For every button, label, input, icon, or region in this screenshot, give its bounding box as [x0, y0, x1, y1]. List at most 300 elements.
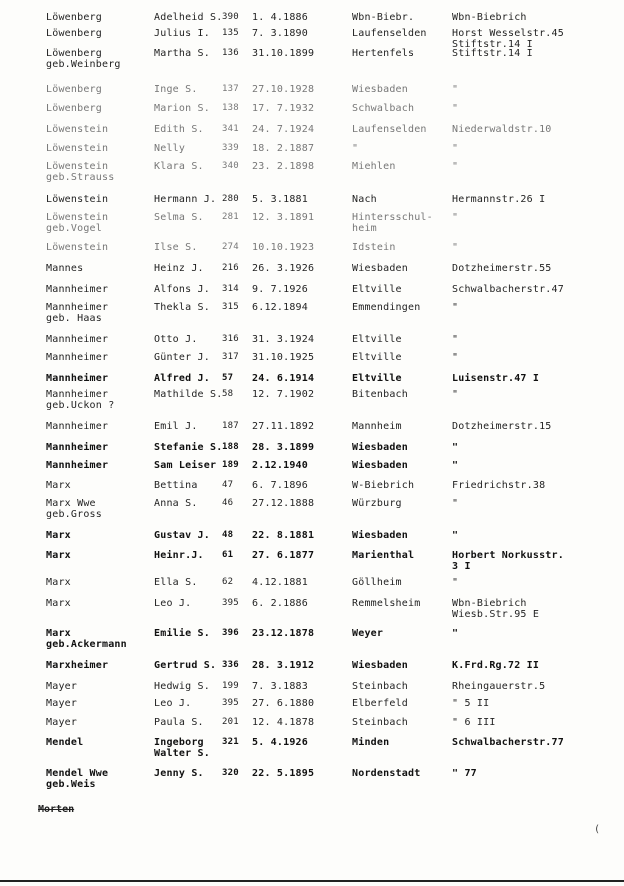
birth-date-cell-line: 23. 2.1898 — [252, 161, 315, 172]
birth-date-cell — [252, 284, 352, 295]
first-name-cell-line: Leo J. — [154, 598, 192, 609]
first-name-cell — [154, 373, 220, 384]
surname-cell — [46, 530, 154, 541]
first-name-cell-line: Heinr.J. — [154, 550, 204, 561]
address-cell — [452, 768, 624, 779]
first-name-cell-line: Ilse S. — [154, 242, 198, 253]
birth-place-cell-line: Remmelsheim — [352, 598, 421, 609]
birth-date-cell-line: 22. 5.1895 — [252, 768, 315, 779]
first-name-cell — [154, 460, 220, 471]
birth-place-cell — [352, 480, 452, 491]
surname-cell — [46, 373, 154, 384]
address-cell — [452, 103, 624, 114]
birth-date-cell-line: 18. 2.1887 — [252, 143, 315, 154]
number-cell — [222, 498, 250, 509]
address-cell-line: " — [452, 103, 459, 114]
birth-place-cell-line: Wiesbaden — [352, 442, 408, 453]
number-cell-line: 395 — [222, 698, 239, 708]
surname-cell-line: Mendel Wwe — [46, 768, 109, 779]
first-name-cell — [154, 550, 220, 561]
address-cell-line: " — [452, 334, 459, 345]
birth-date-cell-line: 10.10.1923 — [252, 242, 315, 253]
first-name-cell-line: Thekla S. — [154, 302, 210, 313]
number-cell-line: 48 — [222, 530, 234, 540]
surname-cell — [46, 460, 154, 471]
surname-cell-line: Marx — [46, 598, 71, 609]
birth-place-cell — [352, 103, 452, 114]
birth-date-cell-line: 1. 4.1886 — [252, 12, 308, 23]
address-cell-line: K.Frd.Rg.72 II — [452, 660, 540, 671]
birth-date-cell-line: 27.10.1928 — [252, 84, 315, 95]
birth-place-cell-line: " — [352, 143, 359, 154]
birth-date-cell-line: 22. 8.1881 — [252, 530, 315, 541]
birth-place-cell — [352, 124, 452, 135]
page-mark: ( — [594, 824, 601, 835]
first-name-cell-line-2: Walter S. — [154, 748, 210, 759]
birth-date-cell-line: 12. 7.1902 — [252, 389, 315, 400]
birth-place-cell — [352, 577, 452, 588]
surname-cell-line-2: geb.Ackermann — [46, 639, 127, 650]
number-cell-line: 315 — [222, 302, 239, 312]
surname-cell — [46, 480, 154, 491]
birth-place-cell-line: Wiesbaden — [352, 263, 408, 274]
birth-place-cell — [352, 530, 452, 541]
number-cell-line: 47 — [222, 480, 234, 490]
surname-cell — [46, 263, 154, 274]
table-row — [0, 498, 624, 528]
first-name-cell — [154, 577, 220, 588]
first-name-cell-line: Hedwig S. — [154, 681, 210, 692]
birth-date-cell — [252, 84, 352, 95]
number-cell — [222, 12, 250, 23]
surname-cell-line: Mannheimer — [46, 421, 109, 432]
birth-place-cell — [352, 48, 452, 59]
first-name-cell — [154, 698, 220, 709]
birth-place-cell — [352, 628, 452, 639]
birth-place-cell-line: Hertenfels — [352, 48, 415, 59]
surname-cell-line-2: geb.Weis — [46, 779, 96, 790]
surname-cell-line: Marx Wwe — [46, 498, 96, 509]
surname-cell-line: Mannes — [46, 263, 84, 274]
first-name-cell-line: Martha S. — [154, 48, 210, 59]
surname-cell-line: Marx — [46, 577, 71, 588]
number-cell-line: 321 — [222, 737, 239, 747]
birth-date-cell-line: 24. 6.1914 — [252, 373, 315, 384]
birth-place-cell-line: Wiesbaden — [352, 84, 408, 95]
address-cell-line: " — [452, 389, 459, 400]
address-cell — [452, 12, 624, 23]
table-row — [0, 628, 624, 658]
number-cell-line: 187 — [222, 421, 239, 431]
birth-place-cell-line: W-Biebrich — [352, 480, 415, 491]
birth-date-cell-line: 24. 7.1924 — [252, 124, 315, 135]
address-cell-line: Niederwaldstr.10 — [452, 124, 552, 135]
surname-cell — [46, 352, 154, 363]
first-name-cell-line: Mathilde S. — [154, 389, 223, 400]
address-cell — [452, 194, 624, 205]
birth-date-cell-line: 7. 3.1883 — [252, 681, 308, 692]
first-name-cell — [154, 598, 220, 609]
first-name-cell-line: Klara S. — [154, 161, 204, 172]
number-cell — [222, 242, 250, 253]
birth-date-cell — [252, 334, 352, 345]
number-cell-line: 58 — [222, 389, 234, 399]
address-cell — [452, 334, 624, 345]
number-cell — [222, 421, 250, 432]
surname-cell-line: Marx — [46, 480, 71, 491]
first-name-cell — [154, 352, 220, 363]
address-cell — [452, 628, 624, 639]
address-cell — [452, 550, 624, 572]
surname-cell — [46, 212, 154, 234]
birth-place-cell — [352, 460, 452, 471]
birth-place-cell-line-2: heim — [352, 223, 377, 234]
address-cell-line: Schwalbacherstr.47 — [452, 284, 564, 295]
address-cell-line: Horst Wesselstr.45 — [452, 28, 564, 39]
table-row — [0, 48, 624, 78]
number-cell-line: 395 — [222, 598, 239, 608]
birth-date-cell — [252, 212, 352, 223]
surname-cell-line-2: geb.Vogel — [46, 223, 102, 234]
first-name-cell-line: Bettina — [154, 480, 198, 491]
birth-date-cell-line: 6. 7.1896 — [252, 480, 308, 491]
address-cell-line: " — [452, 460, 459, 471]
surname-cell — [46, 48, 154, 70]
surname-cell — [46, 84, 154, 95]
number-cell — [222, 598, 250, 609]
address-cell-line: Schwalbacherstr.77 — [452, 737, 564, 748]
birth-place-cell-line: Elberfeld — [352, 698, 408, 709]
address-cell — [452, 421, 624, 432]
birth-place-cell — [352, 212, 452, 234]
address-cell-line: " 5 II — [452, 698, 490, 709]
address-cell-line: " — [452, 628, 459, 639]
first-name-cell-line: Nelly — [154, 143, 186, 154]
birth-place-cell-line: Idstein — [352, 242, 396, 253]
birth-date-cell — [252, 242, 352, 253]
birth-date-cell — [252, 660, 352, 671]
birth-date-cell — [252, 12, 352, 23]
first-name-cell — [154, 628, 220, 639]
first-name-cell — [154, 389, 223, 400]
birth-place-cell-line: Eltville — [352, 352, 402, 363]
surname-cell — [46, 143, 154, 154]
surname-cell-line: Löwenstein — [46, 124, 109, 135]
surname-cell-line: Mannheimer — [46, 442, 109, 453]
table-row — [0, 302, 624, 332]
address-cell — [452, 530, 624, 541]
surname-cell-line-2: geb. Haas — [46, 313, 102, 324]
surname-cell-line: Löwenstein — [46, 212, 109, 223]
birth-date-cell — [252, 698, 352, 709]
first-name-cell-line: Inge S. — [154, 84, 198, 95]
first-name-cell — [154, 768, 220, 779]
address-cell-line: Dotzheimerstr.15 — [452, 421, 552, 432]
birth-place-cell — [352, 768, 452, 779]
birth-place-cell — [352, 389, 452, 400]
address-cell — [452, 212, 624, 223]
surname-cell-line-2: geb.Uckon ? — [46, 400, 115, 411]
number-cell-line: 280 — [222, 194, 239, 204]
first-name-cell-line: Gertrud S. — [154, 660, 217, 671]
surname-cell — [46, 284, 154, 295]
number-cell-line: 62 — [222, 577, 234, 587]
address-cell-line: " — [452, 530, 459, 541]
first-name-cell — [154, 103, 220, 114]
first-name-cell — [154, 530, 220, 541]
first-name-cell — [154, 84, 220, 95]
address-cell — [452, 143, 624, 154]
number-cell-line: 199 — [222, 681, 239, 691]
address-cell — [452, 352, 624, 363]
number-cell-line: 201 — [222, 717, 239, 727]
address-cell-line: Horbert Norkusstr. — [452, 550, 564, 561]
first-name-cell-line: Sam Leiser — [154, 460, 217, 471]
number-cell-line: 340 — [222, 161, 239, 171]
surname-cell-line: Löwenstein — [46, 161, 109, 172]
birth-place-cell — [352, 28, 452, 39]
birth-date-cell-line: 6.12.1894 — [252, 302, 308, 313]
surname-cell — [46, 698, 154, 709]
birth-date-cell — [252, 598, 352, 609]
birth-place-cell — [352, 143, 452, 154]
surname-cell-line: Löwenstein — [46, 143, 109, 154]
first-name-cell — [154, 302, 220, 313]
address-cell — [452, 302, 624, 313]
first-name-cell — [154, 212, 220, 223]
surname-cell-line-2: geb.Weinberg — [46, 59, 121, 70]
birth-date-cell — [252, 550, 352, 561]
birth-date-cell — [252, 421, 352, 432]
birth-date-cell — [252, 103, 352, 114]
address-cell-line: " — [452, 143, 459, 154]
birth-place-cell-line: Würzburg — [352, 498, 402, 509]
number-cell — [222, 194, 250, 205]
first-name-cell-line: Heinz J. — [154, 263, 204, 274]
surname-cell — [46, 28, 154, 39]
first-name-cell-line: Alfons J. — [154, 284, 210, 295]
table-row — [0, 768, 624, 798]
address-cell — [452, 48, 624, 59]
birth-date-cell-line: 2.12.1940 — [252, 460, 308, 471]
address-cell-line: " — [452, 212, 459, 223]
birth-place-cell-line: Emmendingen — [352, 302, 421, 313]
table-row — [0, 598, 624, 628]
first-name-cell-line: Ingeborg — [154, 737, 204, 748]
first-name-cell — [154, 161, 220, 172]
first-name-cell-line: Emilie S. — [154, 628, 210, 639]
birth-place-cell-line: Steinbach — [352, 717, 408, 728]
surname-cell-line: Mannheimer — [46, 352, 109, 363]
address-cell-line-2: 3 I — [452, 561, 471, 572]
surname-cell — [46, 124, 154, 135]
number-cell — [222, 352, 250, 363]
surname-cell-line: Löwenberg — [46, 48, 102, 59]
number-cell-line: 336 — [222, 660, 239, 670]
address-cell-line: " 77 — [452, 768, 477, 779]
first-name-cell-line: Julius I. — [154, 28, 210, 39]
birth-date-cell — [252, 737, 352, 748]
surname-cell-line: Löwenstein — [46, 242, 109, 253]
surname-cell-line-2: geb.Strauss — [46, 172, 115, 183]
first-name-cell-line: Selma S. — [154, 212, 204, 223]
surname-cell — [46, 550, 154, 561]
number-cell — [222, 212, 250, 223]
birth-place-cell-line: Eltville — [352, 373, 402, 384]
address-cell — [452, 263, 624, 274]
birth-date-cell — [252, 161, 352, 172]
birth-place-cell-line: Wiesbaden — [352, 530, 408, 541]
address-cell — [452, 28, 624, 50]
first-name-cell-line: Alfred J. — [154, 373, 210, 384]
surname-cell-line: Löwenstein — [46, 194, 109, 205]
number-cell-line: 274 — [222, 242, 239, 252]
surname-cell-line: Mannheimer — [46, 373, 109, 384]
surname-cell — [46, 577, 154, 588]
birth-place-cell-line: Nordenstadt — [352, 768, 421, 779]
first-name-cell — [154, 28, 220, 39]
number-cell-line: 320 — [222, 768, 239, 778]
first-name-cell — [154, 263, 220, 274]
birth-place-cell — [352, 12, 452, 23]
address-cell — [452, 284, 624, 295]
first-name-cell-line: Jenny S. — [154, 768, 204, 779]
birth-date-cell-line: 12. 3.1891 — [252, 212, 315, 223]
birth-date-cell-line: 31.10.1925 — [252, 352, 315, 363]
surname-cell — [46, 498, 154, 520]
address-cell — [452, 660, 624, 671]
birth-date-cell-line: 27. 6.1880 — [252, 698, 315, 709]
surname-cell — [46, 660, 154, 671]
birth-date-cell-line: 5. 4.1926 — [252, 737, 308, 748]
surname-cell-line-2: geb.Gross — [46, 509, 102, 520]
birth-place-cell — [352, 598, 452, 609]
address-cell-line: Wbn-Biebrich — [452, 598, 527, 609]
first-name-cell — [154, 421, 220, 432]
first-name-cell-line: Ella S. — [154, 577, 198, 588]
address-cell-line-2: Stiftstr.14 I — [452, 39, 533, 50]
number-cell-line: 281 — [222, 212, 239, 222]
first-name-cell-line: Günter J. — [154, 352, 210, 363]
birth-date-cell-line: 27. 6.1877 — [252, 550, 315, 561]
birth-place-cell-line: Göllheim — [352, 577, 402, 588]
address-cell — [452, 737, 624, 748]
birth-place-cell — [352, 698, 452, 709]
birth-place-cell-line: Wiesbaden — [352, 460, 408, 471]
first-name-cell-line: Gustav J. — [154, 530, 210, 541]
address-cell — [452, 161, 624, 172]
birth-date-cell-line: 17. 7.1932 — [252, 103, 315, 114]
surname-cell — [46, 302, 154, 324]
surname-cell-line: Mannheimer — [46, 460, 109, 471]
surname-cell-line: Mannheimer — [46, 284, 109, 295]
address-cell-line: Dotzheimerstr.55 — [452, 263, 552, 274]
number-cell — [222, 84, 250, 95]
surname-cell — [46, 717, 154, 728]
number-cell-line: 341 — [222, 124, 239, 134]
surname-cell-line: Marx — [46, 628, 71, 639]
surname-cell-line: Löwenberg — [46, 84, 102, 95]
birth-date-cell-line: 12. 4.1878 — [252, 717, 315, 728]
number-cell — [222, 698, 250, 709]
surname-cell-line: Löwenberg — [46, 28, 102, 39]
number-cell-line: 135 — [222, 28, 239, 38]
surname-cell — [46, 442, 154, 453]
number-cell — [222, 28, 250, 39]
birth-date-cell — [252, 143, 352, 154]
address-cell-line: " — [452, 352, 459, 363]
birth-place-cell — [352, 737, 452, 748]
birth-date-cell-line: 23.12.1878 — [252, 628, 315, 639]
number-cell — [222, 284, 250, 295]
birth-place-cell — [352, 421, 452, 432]
birth-date-cell — [252, 717, 352, 728]
address-cell-line-2: Wiesb.Str.95 E — [452, 609, 540, 620]
first-name-cell — [154, 242, 220, 253]
birth-date-cell — [252, 124, 352, 135]
address-cell-line: Rheingauerstr.5 — [452, 681, 546, 692]
address-cell — [452, 373, 624, 384]
address-cell — [452, 442, 624, 453]
first-name-cell — [154, 498, 220, 509]
first-name-cell — [154, 284, 220, 295]
birth-place-cell-line: Mannheim — [352, 421, 402, 432]
first-name-cell — [154, 143, 220, 154]
birth-place-cell-line: Bitenbach — [352, 389, 408, 400]
table-row — [0, 737, 624, 767]
birth-place-cell — [352, 161, 452, 172]
first-name-cell — [154, 194, 220, 205]
address-cell-line: " 6 III — [452, 717, 496, 728]
surname-cell-line: Mannheimer — [46, 389, 109, 400]
number-cell — [222, 550, 250, 561]
birth-place-cell-line: Wbn-Biebr. — [352, 12, 415, 23]
address-cell — [452, 498, 624, 509]
address-cell — [452, 124, 624, 135]
number-cell — [222, 530, 250, 541]
surname-cell — [46, 194, 154, 205]
birth-date-cell — [252, 263, 352, 274]
surname-cell-line: Mannheimer — [46, 334, 109, 345]
birth-place-cell-line: Marienthal — [352, 550, 415, 561]
birth-place-cell-line: Miehlen — [352, 161, 396, 172]
number-cell-line: 61 — [222, 550, 234, 560]
first-name-cell-line: Marion S. — [154, 103, 210, 114]
number-cell — [222, 660, 250, 671]
birth-date-cell — [252, 302, 352, 313]
birth-date-cell-line: 5. 3.1881 — [252, 194, 308, 205]
surname-cell-line: Mannheimer — [46, 302, 109, 313]
table-row — [0, 550, 624, 580]
birth-date-cell-line: 28. 3.1912 — [252, 660, 315, 671]
address-cell-line: " — [452, 161, 459, 172]
birth-place-cell-line: Schwalbach — [352, 103, 415, 114]
number-cell — [222, 143, 250, 154]
number-cell — [222, 103, 250, 114]
birth-place-cell — [352, 550, 452, 561]
surname-cell-line: Löwenberg — [46, 103, 102, 114]
birth-place-cell — [352, 263, 452, 274]
surname-cell-line: Löwenberg — [46, 12, 102, 23]
number-cell — [222, 334, 250, 345]
surname-cell-line: Mayer — [46, 717, 78, 728]
birth-place-cell-line: Laufenselden — [352, 28, 427, 39]
birth-place-cell — [352, 681, 452, 692]
birth-date-cell — [252, 530, 352, 541]
birth-date-cell — [252, 768, 352, 779]
surname-cell — [46, 737, 154, 748]
number-cell-line: 390 — [222, 12, 239, 22]
